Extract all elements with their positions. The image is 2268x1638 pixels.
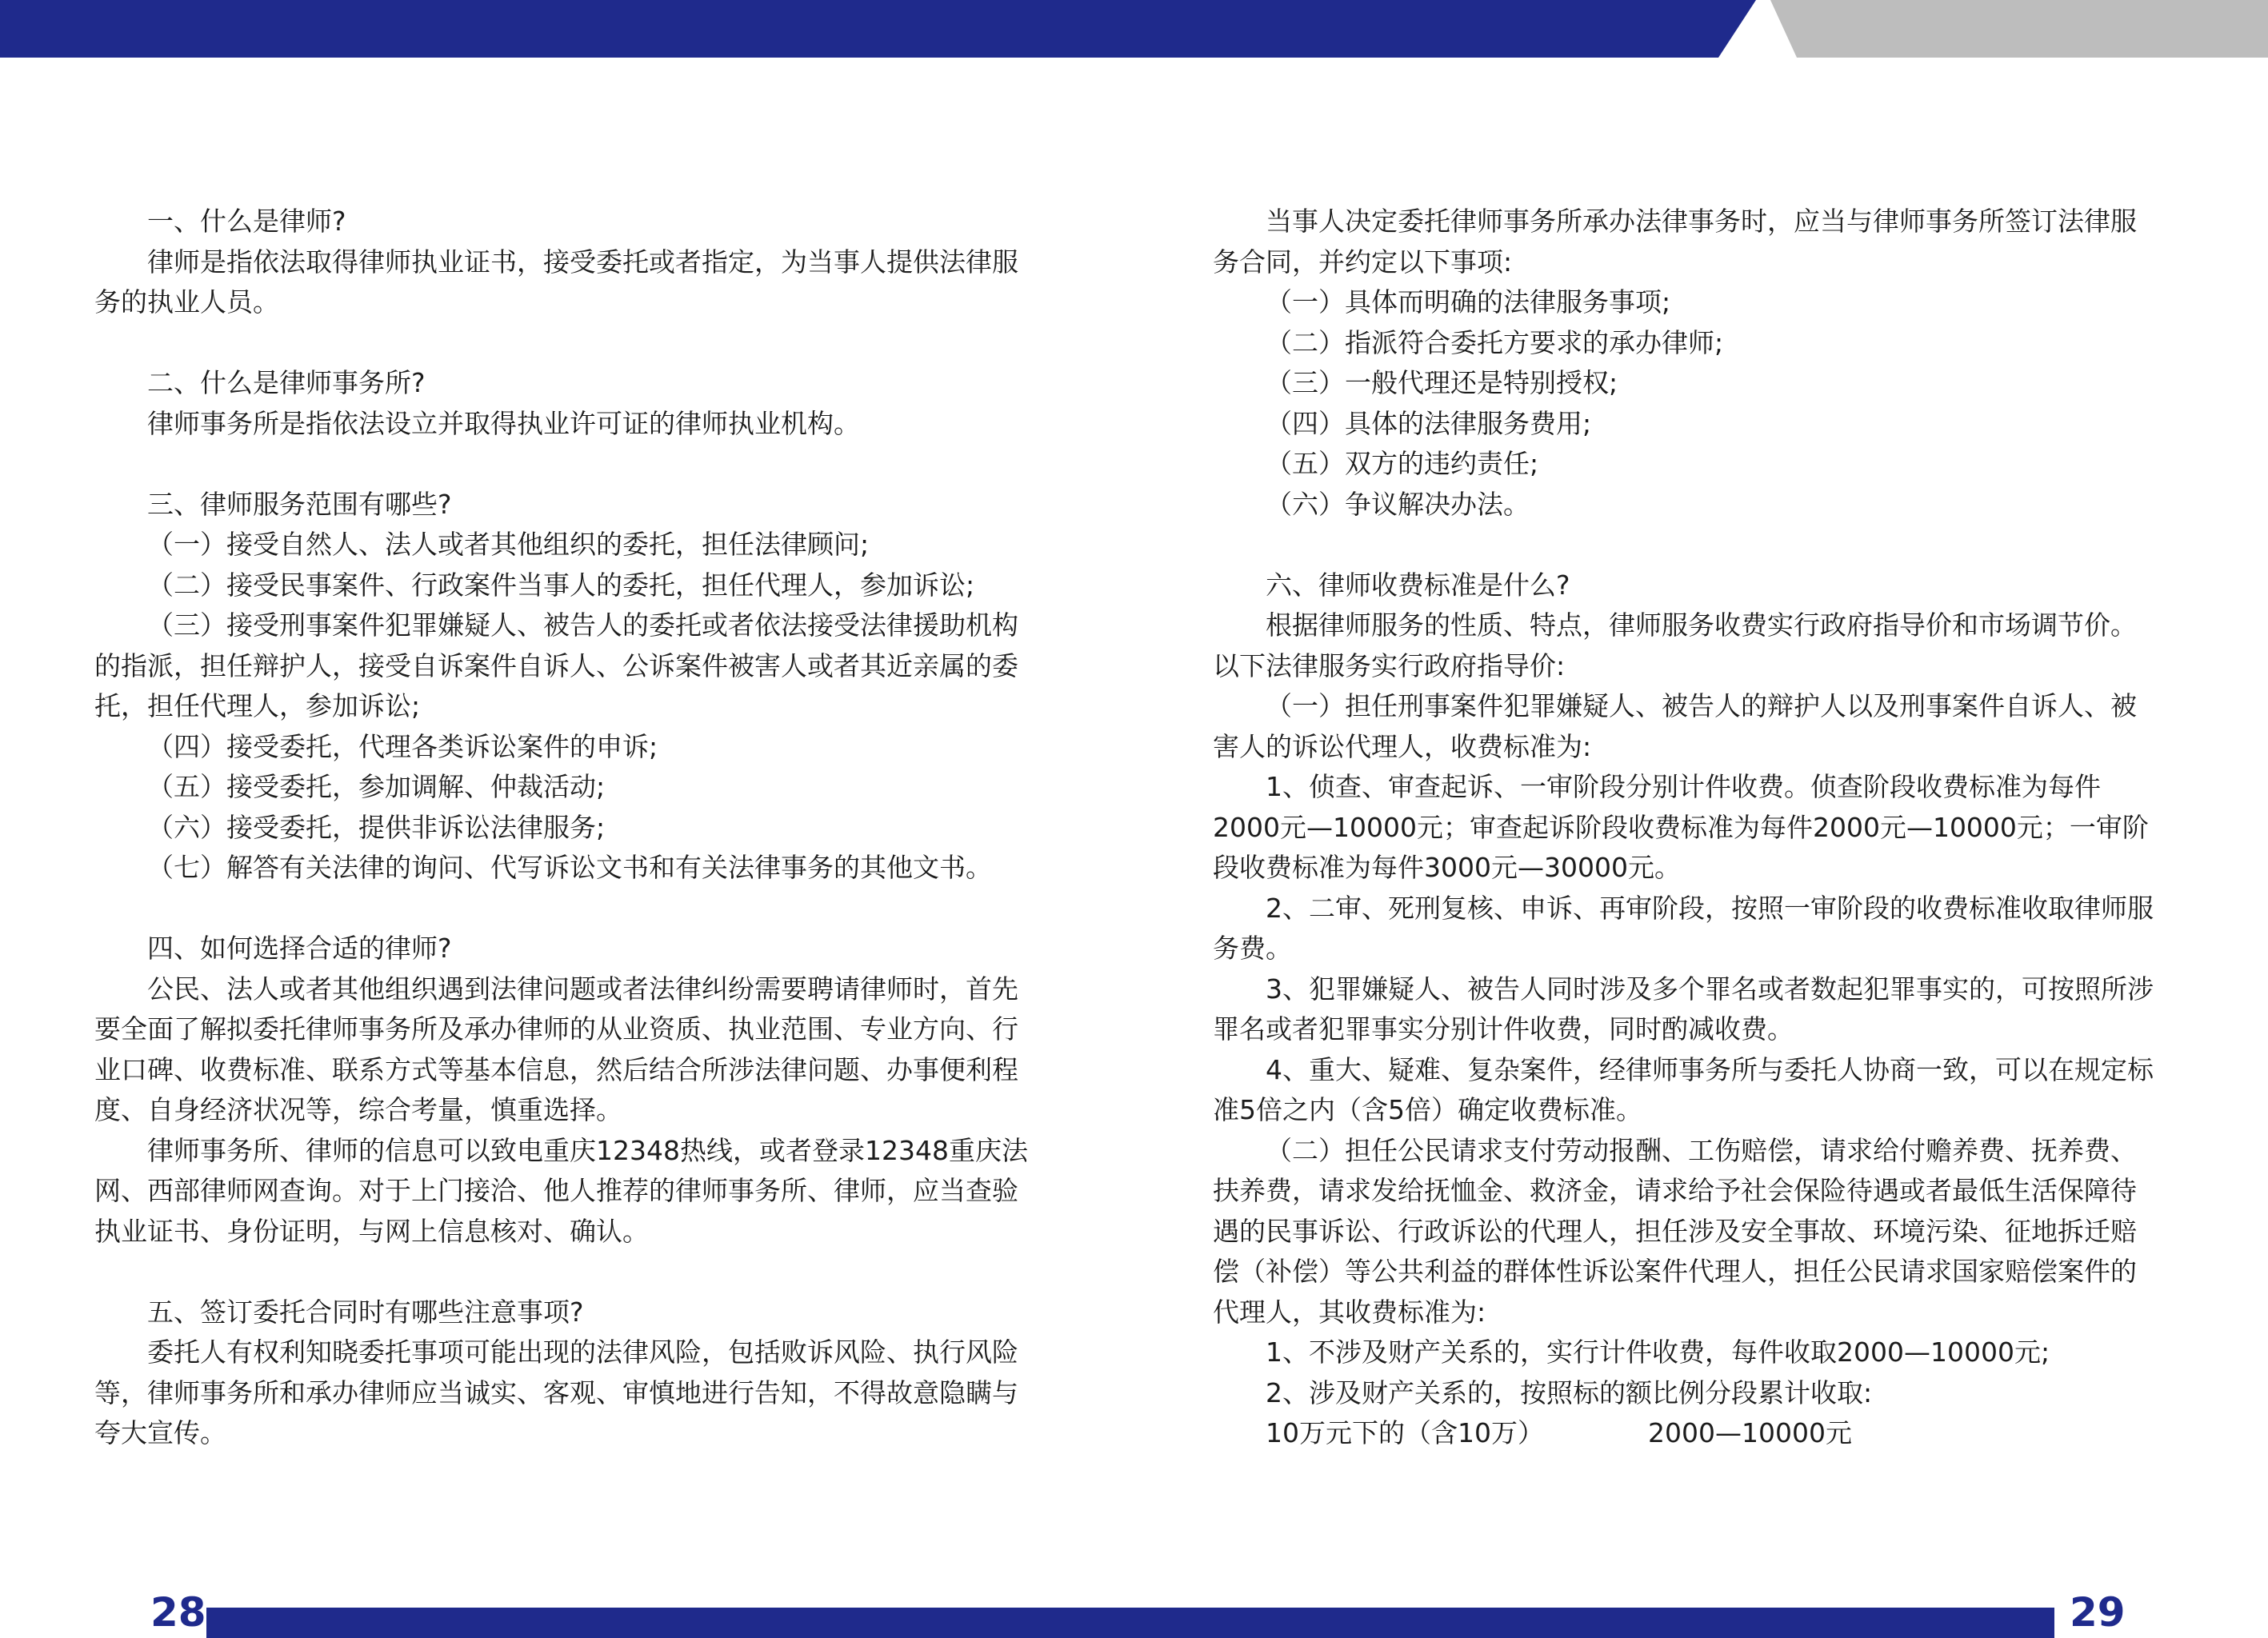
paragraph-q6-p2-1: 1、不涉及财产关系的，实行计件收费，每件收取2000—10000元; (1266, 1336, 2050, 1368)
paragraph-q6-p2-2: 2、涉及财产关系的，按照标的额比例分段累计收取: (1266, 1376, 1873, 1408)
paragraph-q4-title: 四、如何选择合适的律师? (147, 933, 452, 964)
paragraph-r-item6: （六）争议解决办法。 (1266, 488, 1530, 520)
paragraph-q3-item7: （七）解答有关法律的询问、代写诉讼文书和有关法律事务的其他文书。 (147, 852, 992, 883)
paragraph-spacer (94, 889, 1034, 929)
left-page-text (94, 202, 1034, 1454)
paragraph-q6-p1: （一）担任刑事案件犯罪嫌疑人、被告人的辩护人以及刑事案件自诉人、被害人的诉讼代理人，收费标准为: (1213, 690, 2137, 762)
fee-table-row (1213, 1413, 2157, 1454)
paragraph-q6-p1-3: 3、犯罪嫌疑人、被告人同时涉及多个罪名或者数起犯罪事实的，可按照所涉罪名或者犯罪事实分别计件收费，同时酌减收费。 (1213, 973, 2154, 1045)
footer-band (206, 1608, 2054, 1638)
paragraph-q3-item4: （四）接受委托，代理各类诉讼案件的申诉; (147, 730, 658, 762)
paragraph-spacer (94, 444, 1034, 485)
paragraph-spacer (1213, 525, 2157, 565)
paragraph-r-item1: （一）具体而明确的法律服务事项; (1266, 286, 1671, 318)
paragraph-q2-body: 律师事务所是指依法设立并取得执业许可证的律师执业机构。 (147, 407, 860, 439)
paragraph-r-item3: （三）一般代理还是特别授权; (1266, 367, 1618, 398)
page-number-right: 29 (2070, 1589, 2126, 1636)
page-number-left: 28 (150, 1589, 206, 1636)
paragraph-q3-title: 三、律师服务范围有哪些? (147, 488, 452, 520)
paragraph-q6-p2: （二）担任公民请求支付劳动报酬、工伤赔偿，请求给付赡养费、抚养费、扶养费，请求发给抚恤金、救济金，请求给予社会保险待遇或者最低生活保障待遇的民事诉讼、行政诉讼的代理人，担任涉及安全事故、环境污染、征地拆迁赔偿（补偿）等公共利益的群体性诉讼案件代理人，担任公民请求国家赔偿案件的代理人，其收费标准为: (1213, 1134, 2137, 1328)
paragraph-spacer (94, 323, 1034, 364)
paragraph-q6-title: 六、律师收费标准是什么? (1266, 569, 1570, 601)
paragraph-r-intro: 当事人决定委托律师事务所承办法律事务时，应当与律师事务所签订法律服务合同，并约定以下事项: (1213, 206, 2137, 278)
paragraph-q3-item5: （五）接受委托，参加调解、仲裁活动; (147, 771, 606, 802)
paragraph-q3-item2: （二）接受民事案件、行政案件当事人的委托，担任代理人，参加诉讼; (147, 569, 975, 601)
paragraph-q6-p1-2: 2、二审、死刑复核、申诉、再审阶段，按照一审阶段的收费标准收取律师服务费。 (1213, 892, 2154, 964)
paragraph-q3-item3: （三）接受刑事案件犯罪嫌疑人、被告人的委托或者依法接受法律援助机构的指派，担任辩护人，接受自诉案件自诉人、公诉案件被害人或者其近亲属的委托，担任代理人，参加诉讼; (94, 609, 1018, 721)
paragraph-q4-body2: 律师事务所、律师的信息可以致电重庆12348热线，或者登录12348重庆法网、西部律师网查询。对于上门接洽、他人推荐的律师事务所、律师，应当查验执业证书、身份证明，与网上信息核对、确认。 (94, 1134, 1028, 1247)
paragraph-q2-title: 二、什么是律师事务所? (147, 367, 426, 398)
paragraph-q5-body: 委托人有权利知晓委托事项可能出现的法律风险，包括败诉风险、执行风险等，律师事务所和承办律师应当诚实、客观、审慎地进行告知，不得故意隐瞒与夸大宣传。 (94, 1336, 1018, 1448)
paragraph-q6-body: 根据律师服务的性质、特点，律师服务收费实行政府指导价和市场调节价。以下法律服务实行政府指导价: (1213, 609, 2137, 681)
paragraph-q6-p1-4: 4、重大、疑难、复杂案件，经律师事务所与委托人协商一致，可以在规定标准5倍之内（含5倍）确定收费标准。 (1213, 1053, 2154, 1125)
paragraph-q4-body1: 公民、法人或者其他组织遇到法律问题或者法律纠纷需要聘请律师时，首先要全面了解拟委托律师事务所及承办律师的从业资质、执业范围、专业方向、行业口碑、收费标准、联系方式等基本信息，然后结合所涉法律问题、办事便利程度、自身经济状况等，综合考量，慎重选择。 (94, 973, 1018, 1125)
paragraph-r-item5: （五）双方的违约责任; (1266, 448, 1539, 479)
paragraph-r-item4: （四）具体的法律服务费用; (1266, 407, 1592, 439)
paragraph-q6-p1-1: 1、侦查、审查起诉、一审阶段分别计件收费。侦查阶段收费标准为每件2000元—10000元；审查起诉阶段收费标准为每件2000元—10000元；一审阶段收费标准为每件3000元—30000元。 (1213, 771, 2149, 883)
paragraph-q3-item1: （一）接受自然人、法人或者其他组织的委托，担任法律顾问; (147, 529, 870, 560)
fee-amount-cell: 2000—10000元 (1648, 1417, 1852, 1448)
right-page-text (1213, 202, 2157, 1454)
paragraph-q3-item6: （六）接受委托，提供非诉讼法律服务; (147, 811, 606, 843)
fee-range-cell: 10万元下的（含10万） (1266, 1417, 1544, 1448)
paragraph-spacer (94, 1252, 1034, 1292)
paragraph-q1-title: 一、什么是律师? (147, 206, 346, 237)
paragraph-q1-body: 律师是指依法取得律师执业证书，接受委托或者指定，为当事人提供法律服务的执业人员。 (94, 246, 1018, 318)
paragraph-r-item2: （二）指派符合委托方要求的承办律师; (1266, 326, 1724, 358)
paragraph-q5-title: 五、签订委托合同时有哪些注意事项? (147, 1296, 584, 1328)
